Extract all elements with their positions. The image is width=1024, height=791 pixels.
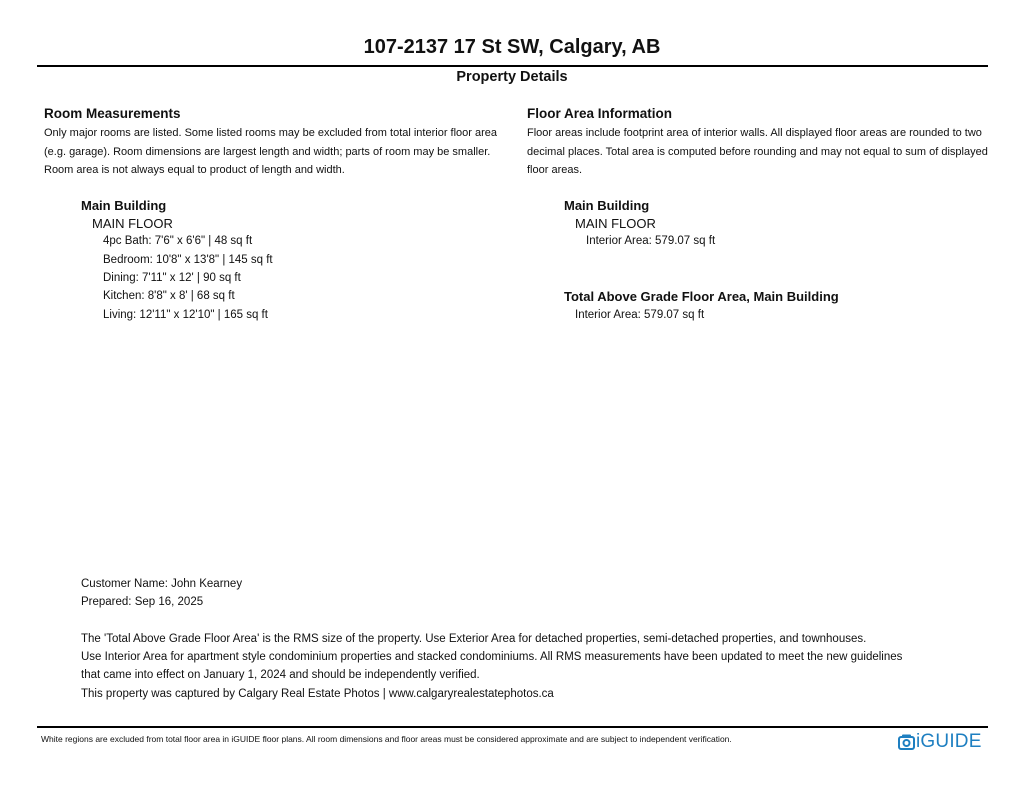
room-building-heading: Main Building: [81, 198, 167, 213]
title-divider: [37, 65, 988, 67]
brand-name: iGUIDE: [916, 731, 982, 752]
note-line: decimal places. Total area is computed before rounding and may not equal to sum of displayed: [527, 145, 988, 158]
page-title: 107-2137 17 St SW, Calgary, AB: [363, 36, 661, 58]
room-measurements-heading: Room Measurements: [44, 106, 181, 121]
room-item: Kitchen: 8'8" x 8' | 68 sq ft: [103, 290, 235, 302]
iguide-logo: [898, 732, 982, 752]
note-line: Only major rooms are listed. Some listed rooms may be excluded from total interior floor area: [44, 127, 498, 139]
disclaimer-line: that came into effect on January 1, 2024 and should be independently verified.: [81, 669, 480, 681]
note-line: (e.g. garage). Room dimensions are largest length and width; parts of room may be smaller.: [44, 145, 491, 158]
total-area-heading: Total Above Grade Floor Area, Main Building: [564, 289, 839, 304]
capture-credit: This property was captured by Calgary Real Estate Photos | www.calgaryrealestatephotos.ca: [81, 688, 554, 700]
prepared-date: Prepared: Sep 16, 2025: [81, 596, 204, 608]
area-building-heading: Main Building: [564, 198, 650, 213]
floor-area-note: [527, 124, 988, 180]
room-item: 4pc Bath: 7'6" x 6'6" | 48 sq ft: [103, 235, 253, 247]
footer-disclaimer: White regions are excluded from total floor area in iGUIDE floor plans. All room dimensions and floor areas must be considered approximate and are subject to independent verification.: [41, 734, 732, 744]
customer-name: Customer Name: John Kearney: [81, 578, 243, 590]
room-measurements-note: [44, 124, 497, 180]
note-line: floor areas.: [527, 164, 583, 176]
footer-divider: [37, 726, 988, 728]
area-floor-heading: MAIN FLOOR: [575, 216, 656, 231]
total-interior-area-value: Interior Area: 579.07 sq ft: [575, 309, 705, 321]
room-item: Dining: 7'11" x 12' | 90 sq ft: [103, 272, 241, 284]
disclaimer-line: Use Interior Area for apartment style condominium properties and stacked condominiums. All RMS measurements have been updated to meet the new guidelines: [81, 651, 903, 663]
note-line: Floor areas include footprint area of interior walls. All displayed floor areas are rounded to two: [527, 127, 982, 139]
camera-icon: [898, 734, 915, 750]
floor-area-heading: Floor Area Information: [527, 106, 673, 121]
room-floor-heading: MAIN FLOOR: [92, 216, 173, 231]
room-item: Bedroom: 10'8" x 13'8" | 145 sq ft: [103, 254, 273, 266]
note-line: Room area is not always equal to product of length and width.: [44, 164, 345, 176]
disclaimer-line: The 'Total Above Grade Floor Area' is the RMS size of the property. Use Exterior Area for detached properties, semi-detached properties, and townhouses.: [81, 633, 867, 645]
interior-area-value: Interior Area: 579.07 sq ft: [586, 235, 716, 247]
page-subtitle: Property Details: [456, 69, 568, 85]
room-item: Living: 12'11" x 12'10" | 165 sq ft: [103, 309, 268, 321]
